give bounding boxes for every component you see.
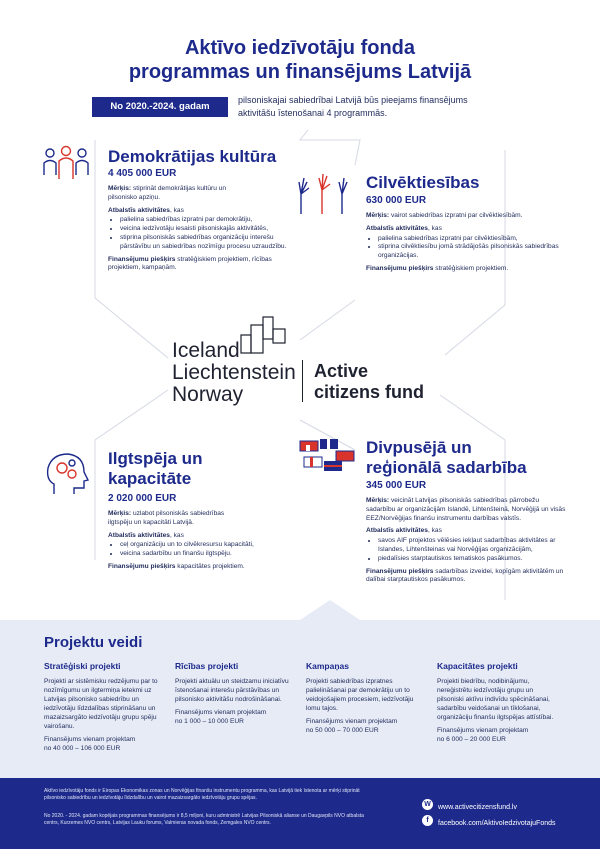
project-type-capacity: [437, 661, 555, 748]
sustainability-amount: 2 020 000 EUR: [108, 493, 177, 504]
list-item: • palielina sabiedrības izpratni par cilvēktiesībām,: [378, 235, 561, 244]
people-group-icon: [40, 145, 92, 185]
period-badge: No 2020.-2024. gadam: [92, 97, 228, 117]
project-type-funding-label: Finansējums vienam projektam: [306, 718, 398, 725]
cooperation-title: [366, 438, 527, 478]
sustainability-funding: [108, 563, 298, 572]
logo-norway: Norway: [172, 383, 244, 406]
logo-active: Active: [314, 361, 369, 381]
list-item: • stiprina pilsoniskās sabiedrības organizāciju interešu pārstāvību un sabiedrības nozīmīgu procesu uzraudzību.: [120, 234, 298, 252]
sustainability-goal-text: uzlabot pilsoniskās sabiedrības ilgtspēju un kapacitāti Latvijā.: [108, 510, 225, 526]
list-item: • ceļ organizāciju un to cilvēkresursu kapacitāti,: [120, 541, 298, 550]
cooperation-funding-label: Finansējumu piešķirs: [366, 567, 434, 575]
project-type-title: Kampaņas: [306, 661, 349, 671]
sustainability-goal: [108, 510, 238, 528]
project-type-title: Kapacitātes projekti: [437, 661, 518, 671]
project-type-action: [175, 661, 293, 730]
human-rights-amount: 630 000 EUR: [366, 195, 427, 206]
project-type-funding-label: Finansējums vienam projektam: [437, 727, 529, 734]
human-rights-funding-label: Finansējumu piešķirs: [366, 264, 434, 272]
democracy-amount: 4 405 000 EUR: [108, 168, 177, 179]
sustainability-title: [108, 449, 202, 489]
facebook-link-text: facebook.com/AktivoIedzivotajuFonds: [438, 820, 556, 827]
sustainability-support: [108, 532, 298, 541]
democracy-bullets: [108, 216, 298, 251]
human-rights-title: Cilvēktiesības: [366, 173, 480, 192]
cooperation-goal-label: Mērķis:: [366, 497, 390, 504]
list-item: • savos AIF projektos vēlēsies iekļaut sadarbības aktivitātes ar Islandes, Lihtenšteinas vai Norvēģijas organizācijām,: [378, 537, 566, 555]
footer-note-2: No 2020. - 2024. gadam kopējais programmas finansējums ir 8,5 miljoni, kuru administrē Latvijas Pilsoniskā alianse un Daugavpils NVO atbalsta centrs, Kurzemes NVO centrs, Latvijas Lauku forums, Valmieras novada fonds, Zemgales NVO centrs.: [44, 813, 364, 826]
democracy-title: Demokrātijas kultūra: [108, 147, 277, 166]
project-type-title: Stratēģiski projekti: [44, 661, 121, 671]
cooperation-amount: 345 000 EUR: [366, 480, 427, 491]
flags-icon: [298, 437, 356, 475]
sustainability-bullets: [108, 541, 298, 559]
logo-divider: [302, 360, 303, 402]
cooperation-funding-text: sadarbības izveidei, kopīgām aktivitātēm un dalībai starptautiskos pasākumos.: [366, 567, 564, 584]
democracy-funding-label: Finansējumu piešķirs: [108, 255, 176, 263]
website-link-text: www.activecitizensfund.lv: [438, 804, 517, 811]
cooperation-goal-text: veicināt Latvijas pilsoniskās sabiedrības pārrobežu sadarbību ar organizācijām Islandē, Lihtenšteinā, Norvēģijā un visās EEZ/Norvēģijas finanšu instrumentu darbības valstīs.: [366, 497, 566, 522]
project-type-text: Projekti ar sistēmisku redzējumu par to nozīmīgumu un ilgtermiņa ietekmi uz Latvijas pilsonisko sabiedrību un iedzīvotāju līdzdalības stiprināšanu un mazaizsargāto iedzīvotāju grupu spēju vairošanu.: [44, 678, 158, 730]
cooperation-support-label: Atbalstīs aktivitātes: [366, 527, 428, 535]
page-title: [0, 36, 600, 84]
project-type-text: Projekti aktuālu un steidzamu iniciatīvu īstenošanai interešu pārstāvības un pilsonisko aktivitāšu nodrošināšanai.: [175, 678, 289, 703]
project-type-funding-label: Finansējums vienam projektam: [44, 736, 136, 743]
cooperation-goal: [366, 497, 566, 523]
human-rights-support-label: Atbalstīs aktivitātes: [366, 224, 428, 232]
project-type-funding: no 6 000 – 20 000 EUR: [437, 736, 506, 743]
project-type-strategic: [44, 661, 162, 757]
facebook-icon: f: [422, 815, 433, 826]
human-rights-goal-label: Mērķis:: [366, 212, 390, 219]
human-rights-bullets: [366, 235, 561, 261]
list-item: • palielina sabiedrības izpratni par demokrātiju,: [120, 216, 298, 225]
cooperation-title-line-1: Divpusējā un: [366, 438, 472, 457]
project-type-title: Rīcības projekti: [175, 661, 239, 671]
democracy-support-suffix: , kas: [169, 206, 184, 214]
list-item: • piedalīsies starptautiskos tematiskos pasākumos.: [378, 555, 566, 564]
cooperation-support-suffix: , kas: [427, 527, 442, 535]
project-type-funding: no 50 000 – 70 000 EUR: [306, 727, 379, 734]
sustainability-support-suffix: , kas: [169, 531, 184, 539]
project-type-campaigns: [306, 661, 424, 739]
period-text: pilsoniskajai sabiedrībai Latvijā būs pieejams finansējums aktivitāšu īstenošanai 4 programmās.: [238, 95, 468, 118]
sustainability-funding-label: Finansējumu piešķirs: [108, 562, 176, 570]
globe-icon: W: [422, 799, 433, 810]
project-type-funding-label: Finansējums vienam projektam: [175, 709, 267, 716]
logo-acf: [314, 361, 424, 403]
logo-countries: [172, 340, 296, 406]
sustainability-goal-label: Mērķis:: [108, 510, 132, 517]
human-rights-block: [366, 195, 561, 274]
democracy-goal: [108, 185, 238, 203]
cooperation-bullets: [366, 537, 566, 563]
democracy-goal-text: stiprināt demokrātijas kultūru un pilsonisko apziņu.: [108, 185, 227, 201]
sustainability-title-line-2: kapacitāte: [108, 469, 192, 488]
human-rights-funding: [366, 265, 561, 274]
raised-hands-icon: [295, 172, 350, 216]
democracy-support-label: Atbalstīs aktivitātes: [108, 206, 170, 214]
cooperation-title-line-2: reģionālā sadarbība: [366, 458, 527, 477]
logo-citizens-fund: citizens fund: [314, 382, 425, 402]
list-item: • veicina sadarbību un finanšu ilgtspēju.: [120, 550, 298, 559]
project-type-text: Projekti biedrību, nodibinājumu, nereģistrētu iedzīvotāju grupu un pilsoniski aktīvu indivīdu spēcināšanai, sadarbību veidošanai un tīklošanai, organizāciju finanšu ilgtspējas attīstībai.: [437, 678, 554, 721]
democracy-funding-text: stratēģiskiem projektiem, rīcības projektiem, kampaņām.: [108, 255, 272, 272]
cooperation-funding: [366, 568, 566, 586]
human-rights-goal-text: vairot sabiedrības izpratni par cilvēktiesībām.: [390, 212, 523, 219]
democracy-block: [108, 168, 298, 273]
list-item: • veicina iedzīvotāju iesaisti pilsoniskajās aktivitātēs,: [120, 225, 298, 234]
human-rights-funding-text: stratēģiskiem projektiem.: [435, 264, 509, 272]
democracy-support: [108, 207, 298, 216]
logo-liechtenstein: Liechtenstein: [172, 361, 296, 384]
footer-note-1: Aktīvo iedzīvotāju fonds ir Eiropas Ekonomikas zonas un Norvēģijas finanšu instrumentu programma, kas Latvijā tiek īstenota ar mērķi stiprināt pilsonisko sabiedrību un iedzīvotāju līdzdalību un vairot mazaizsargāto iedzīvotāju grupu spējas.: [44, 788, 360, 801]
cooperation-block: [366, 480, 566, 585]
project-type-funding: no 40 000 – 106 000 EUR: [44, 745, 121, 752]
project-types-heading: Projektu veidi: [44, 634, 143, 651]
project-type-text: Projekti sabiedrības izpratnes palielināšanai par demokrātiju un to veidojošajiem procesiem, iedzīvotāju lomu tajos.: [306, 678, 414, 712]
democracy-goal-label: Mērķis:: [108, 185, 132, 192]
title-line-2: programmas un finansējums Latvijā: [128, 61, 472, 83]
human-rights-support-suffix: , kas: [427, 224, 442, 232]
logo-iceland: Iceland: [172, 339, 240, 362]
sustainability-funding-text: kapacitātes projektiem.: [177, 562, 245, 570]
title-line-1: Aktīvo iedzīvotāju fonda: [184, 37, 416, 59]
facebook-link[interactable]: [422, 812, 556, 830]
sustainability-block: [108, 493, 298, 572]
human-rights-support: [366, 225, 561, 234]
sustainability-support-label: Atbalstīs aktivitātes: [108, 531, 170, 539]
human-rights-goal: [366, 212, 561, 221]
project-type-funding: no 1 000 – 10 000 EUR: [175, 718, 244, 725]
cooperation-support: [366, 527, 566, 536]
sustainability-title-line-1: Ilgtspēja un: [108, 449, 203, 468]
list-item: • stiprina cilvēktiesību jomā strādājošās pilsoniskās sabiedrības organizācijas.: [378, 243, 561, 261]
democracy-funding: [108, 256, 283, 274]
head-gears-icon: [44, 450, 90, 496]
